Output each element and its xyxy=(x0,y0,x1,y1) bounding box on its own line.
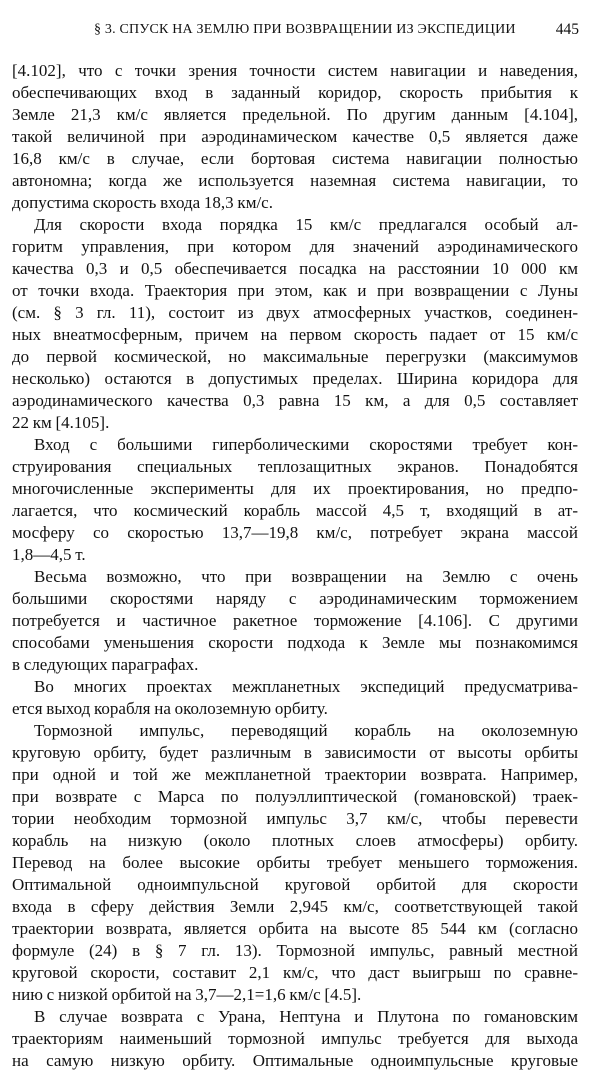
running-title: § 3. СПУСК НА ЗЕМЛЮ ПРИ ВОЗВРАЩЕНИИ ИЗ ЭКСПЕДИЦИИ xyxy=(94,22,516,37)
text-line: потребуется и частичное ракетное торможение [4.106]. С другими xyxy=(12,611,578,630)
text-line: корабль на низкую (около плотных слоев атмосферы) орбиту. xyxy=(12,831,578,850)
text-line: большими скоростями наряду с аэродинамическим торможением xyxy=(12,589,578,608)
text-line: несколько) остаются в допустимых пределах. Ширина коридора для xyxy=(12,369,578,388)
text-line: [4.102], что с точки зрения точности систем навигации и наведения, xyxy=(12,61,578,80)
text-line: формуле (24) в § 7 гл. 13). Тормозной импульс, равный местной xyxy=(12,941,578,960)
text-line: нию с низкой орбитой на 3,7—2,1=1,6 км/с [4.5]. xyxy=(12,985,362,1004)
text-line: 1,8—4,5 т. xyxy=(12,545,86,564)
text-line: (см. § 3 гл. 11), состоит из двух атмосферных участков, соединен- xyxy=(12,303,578,322)
text-line: многочисленные эксперименты для их проектирования, но предпо- xyxy=(12,479,578,498)
page-header xyxy=(24,20,579,44)
text-line: при одной и той же межпланетной траектории возврата. Например, xyxy=(12,765,578,784)
text-line: Тормозной импульс, переводящий корабль на околоземную xyxy=(34,721,578,740)
text-line: от точки входа. Траектория при этом, как и при возвращении с Луны xyxy=(12,281,578,300)
text-line: аэродинамического качества 0,3 равна 15 км, а для 0,5 составляет xyxy=(12,391,578,410)
text-line: струирования специальных теплозащитных экранов. Понадобятся xyxy=(12,457,578,476)
text-line: 22 км [4.105]. xyxy=(12,413,110,432)
text-line: траектории возврата, является орбита на высоте 85 544 км (согласно xyxy=(12,919,578,938)
text-line: круговой скорости, составит 2,1 км/с, что даст выигрыш по сравне- xyxy=(12,963,578,982)
text-line: качества 0,3 и 0,5 обеспечивается посадка на расстоянии 10 000 км xyxy=(12,259,578,278)
text-line: мосферу со скоростью 13,7—19,8 км/с, потребует экрана массой xyxy=(12,523,578,542)
text-line: при возврате с Марса по полуэллиптической (гомановской) траек- xyxy=(12,787,578,806)
text-line: до первой космической, но максимальные перегрузки (максимумов xyxy=(12,347,578,366)
text-line: Вход с большими гиперболическими скоростями требует кон- xyxy=(34,435,578,454)
text-line: 16,8 км/с в случае, если бортовая система навигации полностью xyxy=(12,149,578,168)
text-line: способами уменьшения скорости подхода к Земле мы познакомимся xyxy=(12,633,578,652)
text-line: ных внеатмосферным, причем на первом скорость падает от 15 км/с xyxy=(12,325,578,344)
page-number: 445 xyxy=(555,21,579,38)
text-line: горитм управления, при котором для значений аэродинамического xyxy=(12,237,578,256)
text-line: круговую орбиту, будет различным в зависимости от высоты орбиты xyxy=(12,743,578,762)
text-line: Земле 21,3 км/с является предельной. По другим данным [4.104], xyxy=(12,105,578,124)
text-line: в следующих параграфах. xyxy=(12,655,199,674)
text-line: на самую низкую орбиту. Оптимальные одноимпульсные круговые xyxy=(12,1051,578,1070)
text-line: обеспечивающих вход в заданный коридор, скорость прибытия к xyxy=(12,83,578,102)
text-line: такой величиной при аэродинамическом качестве 0,5 является даже xyxy=(12,127,578,146)
text-line: лагается, что космический корабль массой 4,5 т, входящий в ат- xyxy=(12,501,578,520)
text-line: траекториям наименьший тормозной импульс требуется для выхода xyxy=(12,1029,578,1048)
text-line: допустима скорость входа 18,3 км/с. xyxy=(12,193,273,212)
text-line: ется выход корабля на околоземную орбиту. xyxy=(12,699,328,718)
text-line: Для скорости входа порядка 15 км/с предлагался особый ал- xyxy=(34,215,578,234)
text-line: Перевод на более высокие орбиты требует меньшего торможения. xyxy=(12,853,578,872)
text-line: Весьма возможно, что при возвращении на Землю с очень xyxy=(34,567,578,586)
text-line: Оптимальной одноимпульсной круговой орбитой для скорости xyxy=(12,875,578,894)
text-line: автономна; когда же используется наземная система навигации, то xyxy=(12,171,578,190)
text-line: тории необходим тормозной импульс 3,7 км/с, чтобы перевести xyxy=(12,809,578,828)
text-line: В случае возврата с Урана, Нептуна и Плутона по гомановским xyxy=(34,1007,578,1026)
body-text xyxy=(12,60,578,1072)
text-line: входа в сферу действия Земли 2,945 км/с, соответствующей такой xyxy=(12,897,578,916)
text-line: Во многих проектах межпланетных экспедиций предусматрива- xyxy=(34,677,578,696)
